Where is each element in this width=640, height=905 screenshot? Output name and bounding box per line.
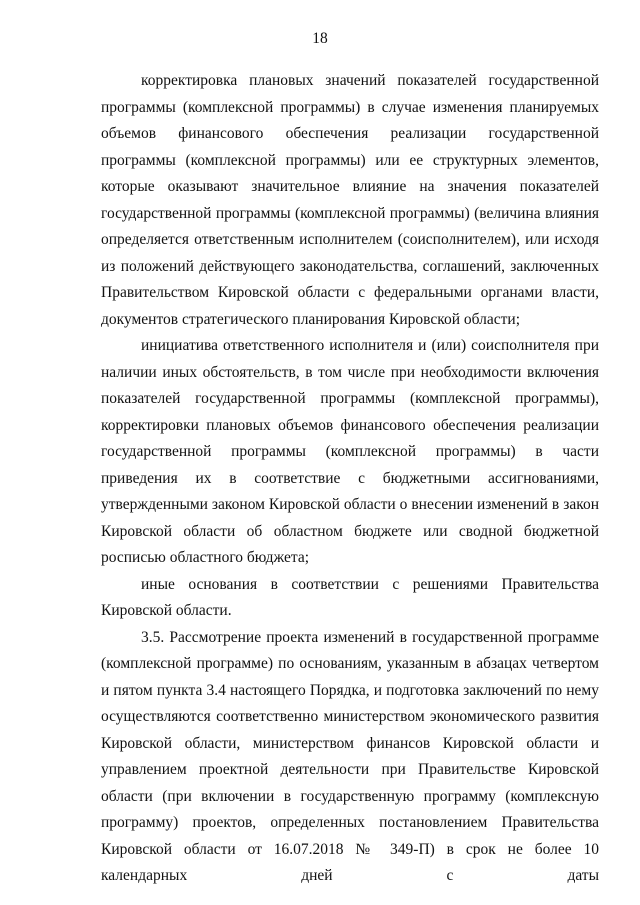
paragraph-plan-adjustment: корректировка плановых значений показателей государственной программы (комплексной программы) в случае изменения планируемых объемов финансового обеспечения реализации государственной программы (комплексной программы) или ее структурных элементов, которые оказывают значительное влияние на значения показателей государственной программы (комплексной программы) (величина влияния определяется ответственным исполнителем (соисполнителем), или исходя из положений действующего законодательства, соглашений, заключенных Правительством Кировской области с федеральными органами власти, документов стратегического планирования Кировской области; xyxy=(101,72,599,328)
document-body xyxy=(101,68,599,890)
paragraph-section-3-5: 3.5. Рассмотрение проекта изменений в государственной программе (комплексной программе) по основаниям, указанным в абзацах четвертом и пятом пункта 3.4 настоящего Порядка, и подготовка заключений по нему осуществляются соответственно министерством экономического развития Кировской области, министерством финансов Кировской области и управлением проектной деятельности при Правительстве Кировской области (при включении в государственную программу (комплексную программу) проектов, определенных постановлением Правительства Кировской области от 16.07.2018 № 349-П) в срок не более 10 календарных дней с даты xyxy=(101,628,599,884)
paragraph-other-grounds: иные основания в соответствии с решениями Правительства Кировской области. xyxy=(101,575,599,619)
paragraph-executor-initiative: инициатива ответственного исполнителя и (или) соисполнителя при наличии иных обстоятельств, в том числе при необходимости включения показателей государственной программы (комплексной программы), корректировки плановых объемов финансового обеспечения реализации государственной программы (комплексной программы) в части приведения их в соответствие с бюджетными ассигнованиями, утвержденными законом Кировской области о внесении изменений в закон Кировской области об областном бюджете или сводной бюджетной росписью областного бюджета; xyxy=(101,337,599,566)
page-number: 18 xyxy=(312,30,328,47)
